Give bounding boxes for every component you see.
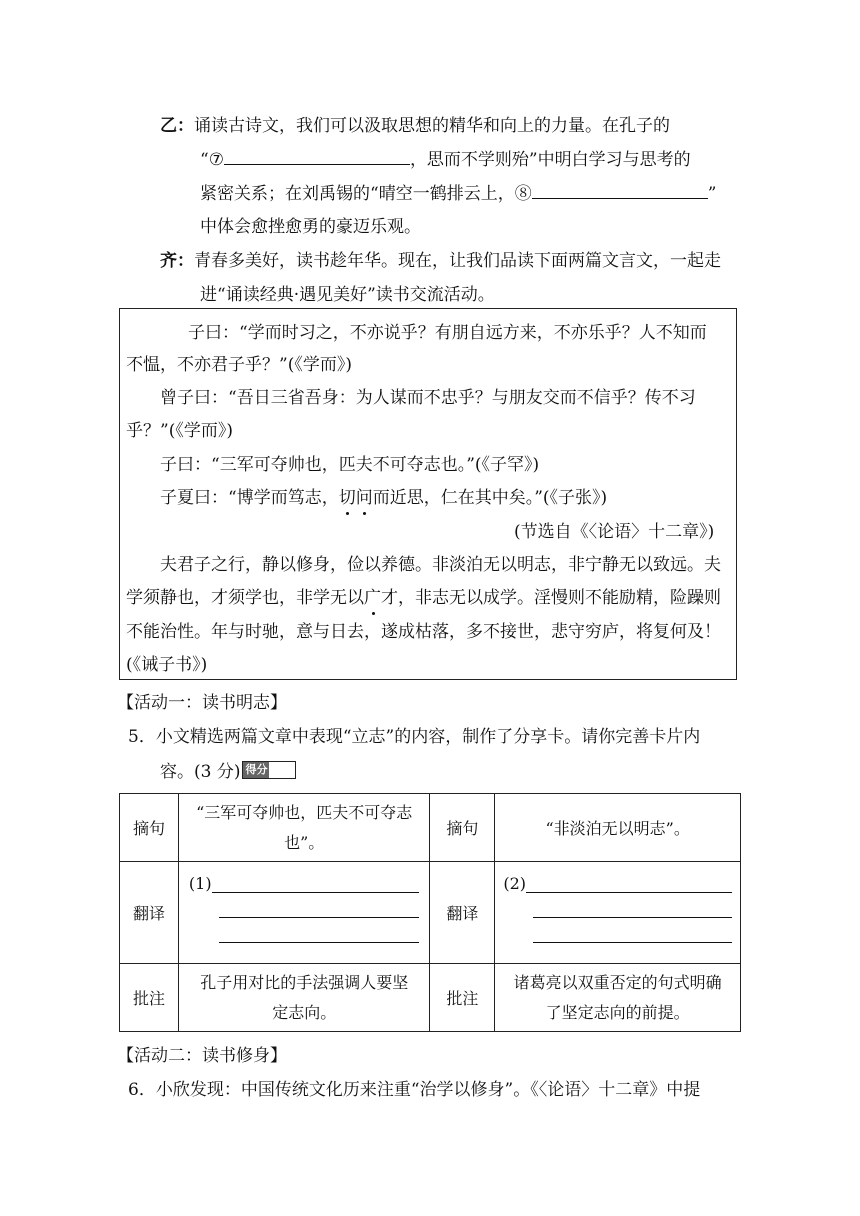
- note-cell-a: [178, 964, 430, 1032]
- qi-line-1: [160, 246, 721, 271]
- passage-p5-line3: 不能治性。年与时驰，意与日去，遂成枯落，多不接世，悲守穷庐，将复何及！: [126, 622, 721, 642]
- passage-p5-line1: 夫君子之行，静以修身，俭以养德。非淡泊无以明志，非宁静无以致远。夫: [160, 555, 721, 575]
- translation-cell-a: [178, 862, 430, 964]
- yi-text-1: 诵读古诗文，我们可以汲取思想的精华和向上的力量。在孔子的: [194, 116, 670, 136]
- passage-p5-line4: (《诫子书》): [126, 655, 208, 675]
- passage-p5-2a: 学须静也，才须学也，非学无以: [126, 588, 364, 608]
- dotted-char-guang: 广: [364, 588, 381, 608]
- label-cell: 批注: [430, 964, 495, 1032]
- note-b-line1: 诸葛亮以双重否定的句式明确: [513, 972, 722, 992]
- question-5-points: 容。(3 分): [160, 762, 241, 782]
- passage-p4: [160, 483, 607, 508]
- label-cell: 摘句: [430, 794, 495, 862]
- yi-text-2a: “⑦: [200, 150, 224, 170]
- quote-a-line2: 也”。: [284, 832, 325, 852]
- blank-8[interactable]: [532, 197, 708, 199]
- score-label: 得分: [245, 762, 268, 776]
- passage-p3: 子曰：“三军可夺帅也，匹夫不可夺志也。”(《子罕》): [160, 455, 540, 475]
- speaker-yi: 乙：: [160, 116, 194, 136]
- passage-p5-2b: 才，非志无以成学。淫慢则不能励精，险躁则: [381, 588, 721, 608]
- answer-line-1b[interactable]: [219, 893, 420, 918]
- label-cell: 摘句: [120, 794, 179, 862]
- translation-num-1: (1): [188, 874, 212, 893]
- question-5-line1: 5．小文精选两篇文章中表现“立志”的内容，制作了分享卡。请你完善卡片内: [128, 727, 701, 747]
- note-a-line1: 孔子用对比的手法强调人要坚: [200, 972, 409, 992]
- dotted-char-qie: 切: [338, 488, 356, 508]
- yi-line-3: [200, 179, 716, 204]
- speaker-qi: 齐：: [160, 251, 194, 271]
- answer-line-2c[interactable]: [533, 918, 732, 943]
- answer-line-2b[interactable]: [533, 893, 732, 918]
- yi-text-3b: ”: [707, 184, 717, 204]
- table-row: [120, 862, 741, 964]
- table-row: [120, 794, 741, 862]
- translation-cell-b: [495, 862, 741, 964]
- table-row: [120, 964, 741, 1032]
- note-b-line2: 了坚定志向的前提。: [545, 1002, 690, 1022]
- answer-line-1c[interactable]: [219, 918, 420, 943]
- passage-p1-line1: 子曰：“学而时习之，不亦说乎？有朋自远方来，不亦乐乎？人不知而: [188, 323, 707, 343]
- yi-line-4: 中体会愈挫愈勇的豪迈乐观。: [200, 217, 421, 237]
- yi-text-2b: ，思而不学则殆”中明白学习与思考的: [409, 150, 691, 170]
- passage-source: (节选自《〈论语〉十二章》): [514, 522, 715, 542]
- label-cell: 翻译: [120, 862, 179, 964]
- note-cell-b: [495, 964, 741, 1032]
- passage-p1-line2: 不愠，不亦君子乎？”(《学而》): [126, 355, 352, 375]
- blank-7[interactable]: [224, 163, 410, 165]
- yi-line-2: [200, 145, 691, 170]
- qi-line-2: 进“诵读经典·遇见美好”读书交流活动。: [200, 285, 495, 305]
- question-6-line1: 6．小欣发现：中国传统文化历来注重“治学以修身”。《〈论语〉十二章》中提: [128, 1080, 701, 1100]
- passage-p4-b: 而近思，仁在其中矣。”(《子张》): [372, 488, 608, 508]
- question-5-line2: [160, 757, 296, 782]
- yi-text-3a: 紧密关系；在刘禹锡的“晴空一鹤排云上，⑧: [200, 184, 532, 204]
- label-cell: 批注: [120, 964, 179, 1032]
- quote-a-line1: “三军可夺帅也，匹夫不可夺志: [196, 802, 413, 822]
- yi-line-1: [160, 111, 670, 136]
- passage-p2-line2: 乎？”(《学而》): [126, 421, 233, 441]
- answer-line-2a[interactable]: [526, 868, 732, 893]
- activity-2-heading: 【活动二：读书修身】: [117, 1046, 287, 1066]
- quote-cell-a: [178, 794, 430, 862]
- translation-num-2: (2): [503, 874, 527, 893]
- score-box[interactable]: [242, 761, 296, 779]
- passage-p2-line1: 曾子曰：“吾日三省吾身：为人谋而不忠乎？与朋友交而不信乎？传不习: [160, 388, 696, 408]
- qi-text-1: 青春多美好，读书趁年华。现在，让我们品读下面两篇文言文，一起走: [194, 251, 721, 271]
- activity-1-heading: 【活动一：读书明志】: [117, 693, 287, 713]
- answer-line-1a[interactable]: [212, 868, 420, 893]
- passage-p5-line2: [126, 583, 721, 608]
- dotted-char-wen: 问: [355, 488, 373, 508]
- score-input[interactable]: [269, 762, 295, 778]
- label-cell: 翻译: [430, 862, 495, 964]
- note-a-line2: 定志向。: [272, 1002, 337, 1022]
- passage-p4-a: 子夏曰：“博学而笃志，: [160, 488, 339, 508]
- quote-cell-b: “非淡泊无以明志”。: [495, 794, 741, 862]
- share-card-table: [119, 793, 741, 1032]
